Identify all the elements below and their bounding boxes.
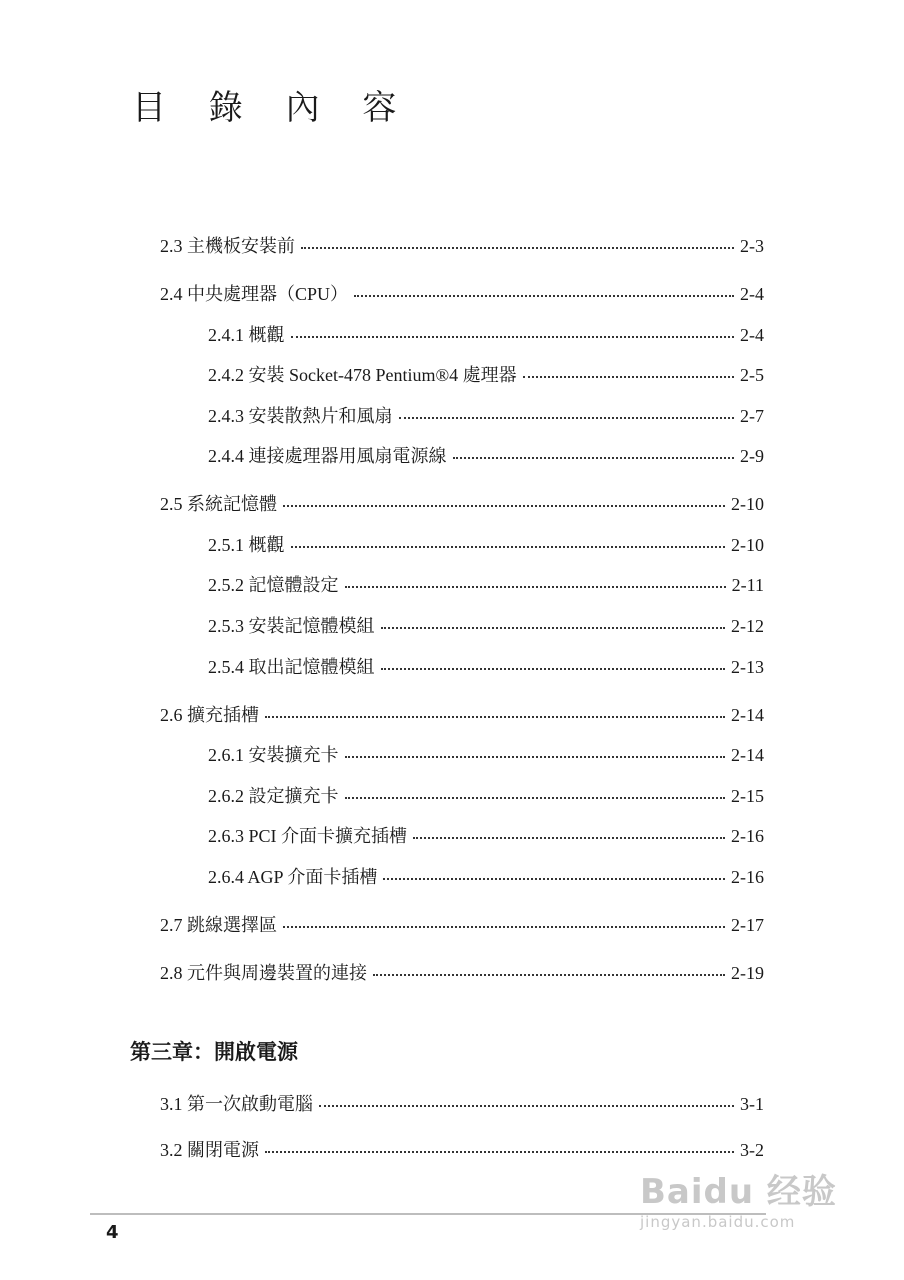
toc-entry[interactable]	[160, 232, 764, 258]
dot-leader	[383, 877, 725, 880]
toc-entry-label: 2.6.1 安裝擴充卡	[208, 745, 339, 765]
toc-entry-page: 2-16	[731, 826, 764, 846]
toc-entry-label: 2.6 擴充插槽	[160, 705, 259, 725]
toc-entry-label: 2.3 主機板安裝前	[160, 236, 295, 256]
toc-entry-label: 2.5.4 取出記憶體模組	[208, 657, 375, 677]
toc-subentry[interactable]	[208, 822, 764, 848]
dot-leader	[265, 715, 725, 718]
dot-leader	[399, 416, 735, 419]
toc-subentry[interactable]	[208, 361, 764, 387]
toc-entry-page: 3-2	[740, 1140, 764, 1160]
toc-entry-label: 2.6.3 PCI 介面卡擴充插槽	[208, 826, 408, 846]
toc-entry[interactable]	[160, 280, 764, 306]
dot-leader	[345, 796, 726, 799]
toc-entry-label: 2.5.2 記憶體設定	[208, 575, 339, 595]
dot-leader	[291, 335, 735, 338]
toc-entry-page: 2-16	[731, 867, 764, 887]
watermark	[640, 1164, 860, 1244]
toc-entry-page: 2-19	[731, 963, 764, 983]
toc-entry-page: 2-13	[731, 657, 764, 677]
toc-entry-label: 2.4.3 安裝散熱片和風扇	[208, 406, 393, 426]
dot-leader	[283, 504, 725, 507]
toc-entry-label: 2.8 元件與周邊裝置的連接	[160, 963, 367, 983]
toc-entry-page: 2-4	[740, 325, 764, 345]
toc-subentry[interactable]	[208, 531, 764, 557]
page-title: 目 錄 內 容	[132, 88, 413, 128]
toc-entry-label: 2.4.2 安裝 Socket-478 Pentium®4 處理器	[208, 365, 517, 385]
toc-entry-page: 2-3	[740, 236, 764, 256]
dot-leader	[345, 755, 726, 758]
dot-leader	[283, 925, 725, 928]
dot-leader	[453, 456, 735, 459]
dot-leader	[381, 626, 726, 629]
chapter-heading: 第三章：開啟電源	[130, 1040, 298, 1064]
toc-subentry[interactable]	[208, 402, 764, 428]
toc-entry-page: 2-15	[731, 786, 764, 806]
toc-entry-label: 2.5.1 概觀	[208, 535, 285, 555]
toc-subentry[interactable]	[208, 782, 764, 808]
toc-entry[interactable]	[160, 701, 764, 727]
dot-leader	[319, 1104, 734, 1107]
toc-entry-label: 2.4.4 連接處理器用風扇電源線	[208, 446, 447, 466]
toc-entry[interactable]	[160, 1136, 764, 1162]
toc-entry-page: 2-14	[731, 745, 764, 765]
toc-entry[interactable]	[160, 911, 764, 937]
toc-entry-label: 2.4 中央處理器（CPU）	[160, 284, 349, 304]
dot-leader	[291, 545, 726, 548]
toc-subentry[interactable]	[208, 653, 764, 679]
toc-subentry[interactable]	[208, 571, 764, 597]
toc-subentry[interactable]	[208, 321, 764, 347]
toc-entry-page: 2-5	[740, 365, 764, 385]
toc-entry-page: 3-1	[740, 1094, 764, 1114]
dot-leader	[381, 667, 726, 670]
watermark-logo: Baidu 经验	[640, 1172, 837, 1212]
toc-entry-page: 2-4	[740, 284, 764, 304]
toc-entry[interactable]	[160, 959, 764, 985]
page-number: 4	[106, 1222, 119, 1243]
toc-subentry[interactable]	[208, 863, 764, 889]
toc-entry-label: 2.7 跳線選擇區	[160, 915, 277, 935]
toc-subentry[interactable]	[208, 612, 764, 638]
toc-entry-page: 2-10	[731, 494, 764, 514]
dot-leader	[354, 294, 734, 297]
toc-entry[interactable]	[160, 1090, 764, 1116]
toc-entry[interactable]	[160, 490, 764, 516]
watermark-url: jingyan.baidu.com	[640, 1213, 796, 1231]
toc-entry-page: 2-12	[731, 616, 764, 636]
toc-entry-page: 2-17	[731, 915, 764, 935]
dot-leader	[301, 246, 734, 249]
toc-entry-page: 2-7	[740, 406, 764, 426]
toc-entry-label: 2.6.2 設定擴充卡	[208, 786, 339, 806]
toc-entry-label: 2.6.4 AGP 介面卡插槽	[208, 867, 378, 887]
toc-entry-label: 2.5 系統記憶體	[160, 494, 277, 514]
toc-subentry[interactable]	[208, 442, 764, 468]
toc-entry-page: 2-9	[740, 446, 764, 466]
toc-entry-label: 2.5.3 安裝記憶體模組	[208, 616, 375, 636]
toc-entry-label: 3.2 關閉電源	[160, 1140, 259, 1160]
toc-entry-page: 2-11	[731, 575, 764, 595]
dot-leader	[523, 375, 734, 378]
dot-leader	[413, 836, 725, 839]
dot-leader	[345, 585, 726, 588]
toc-subentry[interactable]	[208, 741, 764, 767]
toc-entry-page: 2-10	[731, 535, 764, 555]
dot-leader	[265, 1150, 734, 1153]
toc-entry-page: 2-14	[731, 705, 764, 725]
dot-leader	[373, 973, 725, 976]
toc-entry-label: 3.1 第一次啟動電腦	[160, 1094, 313, 1114]
toc-entry-label: 2.4.1 概觀	[208, 325, 285, 345]
